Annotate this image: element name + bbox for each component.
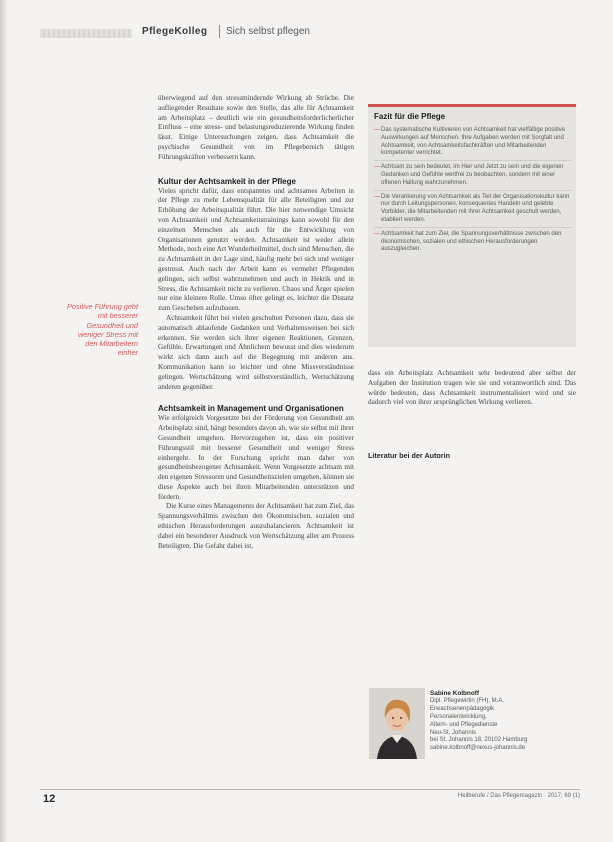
bullet-icon: — bbox=[374, 127, 380, 133]
author-name: Sabine Kolbnoff bbox=[430, 690, 479, 697]
factbox-divider bbox=[374, 227, 572, 228]
factbox-item: — Achtsamkeit hat zum Ziel, die Spannungsverhältnisse zwischen den ökonomischen, sozialen und ethischen Herausforderungen auszugleichen. bbox=[374, 230, 562, 253]
paragraph-culture: Vieles spricht dafür, dass entspanntes und achtsames Arbeiten in der Pflege zu mehr Lebensqualität für alle Beteiligten und zur Erhöhung der Arbeitsqualität führt. Die hier notwendige Umsicht von Achtsamkeit und Achtsamkeitstrainings kann sowohl für den einzelnen Menschen als auch für die Entwicklung von Organisationen genutzt werden. Achtsamkeit ist weder allein Methode, noch eine Art Wunderheilmittel, doch sind Menschen, die zu Achtsamkeit in der Lage sind, häufig mehr bei sich und weniger gestresst. Auch nach der Arbeit kann es vermehrt Pflegenden gelingen, sich selbst wahrzunehmen und auch in Hektik und in Stress, die Achtsamkeit nicht zu verlieren. Chaos und Ärger spielen nur eine kleinere Rolle. Umso öfter gelingt es, leichter die Distanz zum Geschehen aufzubauen. bbox=[158, 186, 354, 313]
bullet-icon: — bbox=[374, 164, 380, 171]
header-decor-band bbox=[40, 29, 132, 38]
author-bio-line: Altern- und Pflegedienste bbox=[430, 721, 498, 728]
paragraph-management-2: Die Kurse eines Managements der Achtsamkeit hat zum Ziel, das Spannungsverhältnis zwischen den Ökonomischen, sozialen und ethischen Herausforderungen auszubalancieren. Achtsamkeit ist dabei ein besonderer Ausdruck von Wertschätzung aller am Prozess Beteiligten. Die Gefahr dabei ist, bbox=[158, 502, 355, 550]
paragraph-continue: dass ein Arbeitsplatz Achtsamkeit sehr bedeutend aber selbst der Aufgaben der Institution tragen wie sie und verantwortlich sind. Das würde bedeuten, dass Achtsamkeit instrumentalisiert wird und sie dadurch viel von ihrer ursprünglichen Wirkung verlieren. bbox=[368, 369, 576, 407]
running-header bbox=[0, 24, 613, 42]
journal-citation: Heilberufe / Das Pflegemagazin · 2017; 69 (1) bbox=[457, 793, 580, 799]
pull-quote: Positive Führung geht mit besserer Gesundheit und weniger Stress mit den Mitarbeitern einher bbox=[67, 302, 138, 358]
main-column bbox=[158, 94, 354, 551]
header-separator bbox=[219, 25, 220, 38]
bullet-icon: — bbox=[374, 230, 380, 237]
paragraph-culture-2: Achtsamkeit führt bei vielen geschulten Personen dazu, dass sie automatisch ablaufende Gedanken und Verhaltensweisen bei sich erkennen. Sie werden sich ihrer eigenen Reaktionen, Grenzen, Gefühle, Erwartungen und Ähnlichem bewusst und dies wiederum wirkt sich dann auch auf die Begegnung mit anderen aus. Kommunikation kann so leichter und ohne Missverständnisse gelingen. Wertschätzung wird selbstverständlich, Wertschätzung anderen gegenüber. bbox=[158, 313, 354, 391]
author-photo bbox=[369, 688, 425, 759]
paragraph-management: Wie erfolgreich Vorgesetzte bei der Förderung von Gesundheit am Arbeitsplatz sind, hängt besonders davon ab, wie sie selbst mit ihrer Gesundheit umgehen. Hervorzugehen ist, dass ein positiver Führungsstil mit besserer Gesundheit und weniger Stress einhergeht. In der Forschung spricht man daher von gesundheitsbezogener Achtsamkeit. Wenn Vorgesetzte achtsam mit den eigenen Stressoren und Gesundheitszielen umgehen, können sie diese Aspekte auch bei ihren Mitarbeitenden unterstützen und fördern. bbox=[158, 414, 355, 501]
header-brand: PflegeKolleg bbox=[142, 26, 208, 37]
bullet-icon: — bbox=[374, 193, 380, 200]
author-portrait-icon bbox=[369, 688, 425, 759]
page-number: 12 bbox=[43, 793, 56, 805]
heading-culture: Kultur der Achtsamkeit in der Pflege bbox=[158, 176, 296, 186]
author-bio-line: Dipl. Pflegewirtin (FH), M.A. bbox=[430, 697, 505, 704]
footer-rule bbox=[40, 789, 580, 790]
header-section: Sich selbst pflegen bbox=[226, 26, 310, 37]
factbox-divider bbox=[374, 190, 572, 191]
factbox-item: — Die Verankerung von Achtsamkeit als Teil der Organisationskultur kann nur durch Leitungspersonen, konsequentes Handeln und gelebte Vorbilder, die Mitarbeitenden mit ihrer Achtsamkeit geschult werden, etabliert werden. bbox=[374, 193, 570, 223]
author-bio-line: Neu-St. Johannis bbox=[430, 729, 477, 736]
author-bio-line: bei St. Johannis 18, 20102 Hamburg bbox=[430, 737, 528, 744]
page-shadow bbox=[0, 0, 8, 842]
right-column bbox=[368, 369, 576, 408]
factbox-list bbox=[374, 127, 572, 256]
author-email: sabine.kolbnoff@nexus-johannis.de bbox=[430, 745, 526, 752]
factbox-title: Fazit für die Pflege bbox=[374, 112, 446, 121]
author-bio bbox=[430, 690, 580, 753]
author-bio-line: Personalentwicklung, bbox=[430, 713, 487, 720]
factbox bbox=[368, 104, 576, 347]
author-bio-line: Erwachsenenpädagogik bbox=[430, 705, 495, 712]
heading-management: Achtsamkeit in Management und Organisationen bbox=[158, 404, 344, 414]
factbox-item: — Das systematische Kultivieren von Achtsamkeit hat vielfältige positive Auswirkungen auf Menschen. Ihre Aufgaben werden mit Sorgfalt und Achtsamkeit, von Achtsamkeitsfachkräften und Mitarbeitenden kompetenter verrichtet. bbox=[374, 127, 566, 157]
factbox-item: — Achtsam zu sein bedeutet, im Hier und Jetzt zu sein und die eigenen Gedanken und Gefühle wertfrei zu beobachten, sondern mit einer offenen Haltung wahrzunehmen. bbox=[374, 164, 564, 186]
factbox-divider bbox=[374, 160, 572, 161]
paragraph-intro: überwiegend auf den stressmindernde Wirkung ab Strüche. Die aufliegender Resultate sowie den Stelle, das alle für Achtsamkeit am Arbeitsplatz – deutlich wie ein gesundheitsforderlicherlicher Einfluss – eine stress- und belastungsreduzierende Wirkung finden lässt. Einige Untersuchungen zeigen, dass Achtsamkeit die psychische Gesundheit von im Pflegebereich tätigen Führungskräften verbessern kann. bbox=[158, 94, 354, 161]
literature-note: Literatur bei der Autorin bbox=[368, 451, 450, 460]
